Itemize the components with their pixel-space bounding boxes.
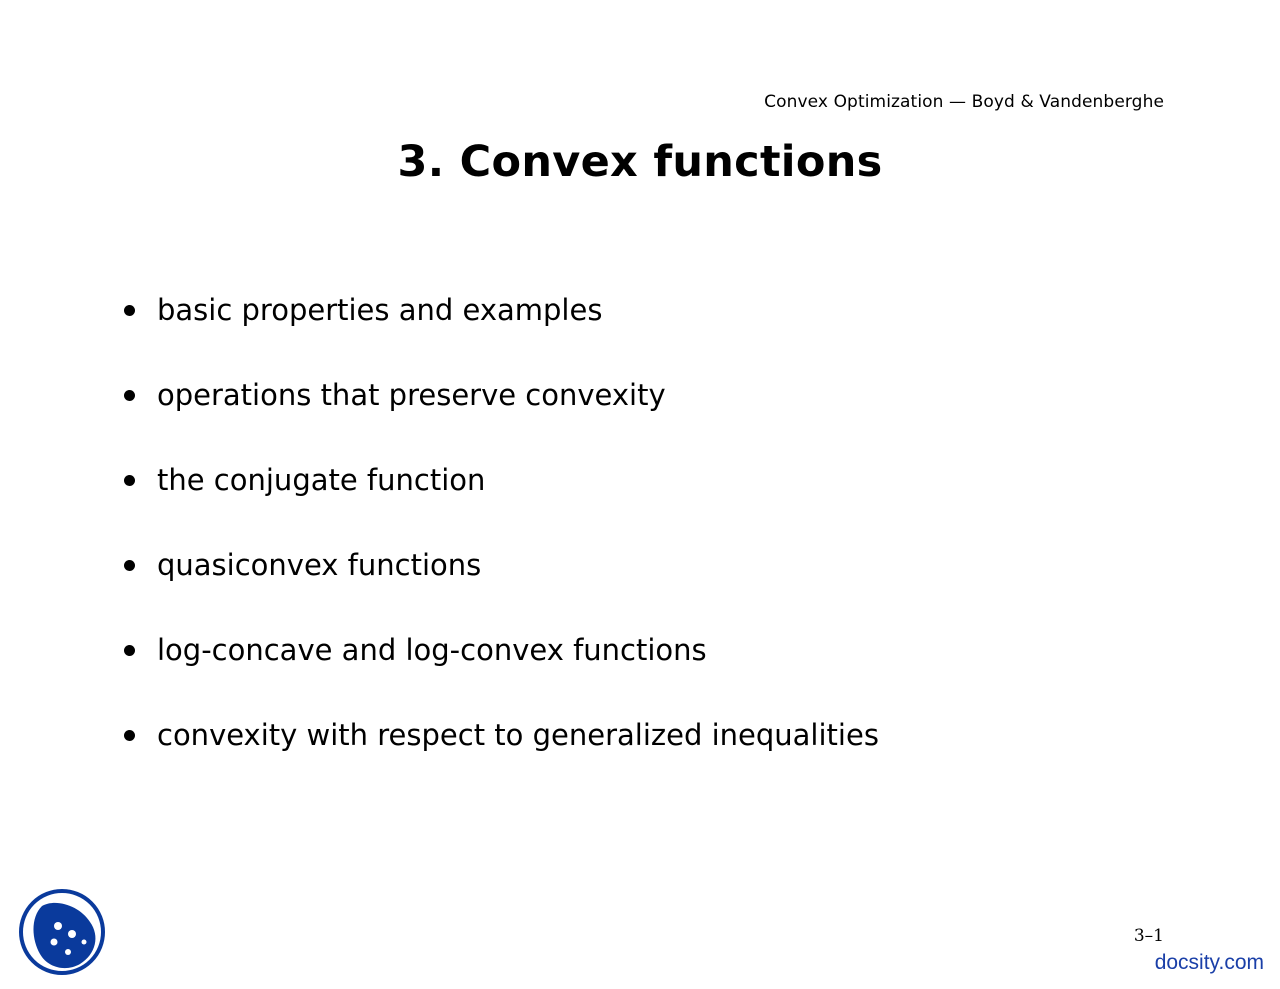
list-item <box>124 291 879 376</box>
bullet-dot-icon <box>124 305 135 316</box>
list-item <box>124 461 879 546</box>
bullet-dot-icon <box>124 645 135 656</box>
list-item <box>124 716 879 801</box>
topic-text: basic properties and examples <box>157 293 603 327</box>
stanford-seal-logo-icon <box>18 888 106 976</box>
list-item <box>124 546 879 631</box>
slide-title: 3. Convex functions <box>397 137 883 187</box>
page-number: 3–1 <box>1133 926 1164 946</box>
topic-text: quasiconvex functions <box>157 548 482 582</box>
bullet-dot-icon <box>124 730 135 741</box>
topic-text: the conjugate function <box>157 463 486 497</box>
list-item <box>124 631 879 716</box>
topic-list <box>124 291 879 801</box>
topic-text: convexity with respect to generalized inequalities <box>157 718 879 752</box>
header-credit: Convex Optimization — Boyd & Vandenberghe <box>764 92 1164 112</box>
bullet-dot-icon <box>124 475 135 486</box>
list-item <box>124 376 879 461</box>
docsity-watermark-link[interactable]: docsity.com <box>1154 951 1264 974</box>
bullet-dot-icon <box>124 560 135 571</box>
topic-text: log-concave and log-convex functions <box>157 633 707 667</box>
topic-text: operations that preserve convexity <box>157 378 666 412</box>
bullet-dot-icon <box>124 390 135 401</box>
